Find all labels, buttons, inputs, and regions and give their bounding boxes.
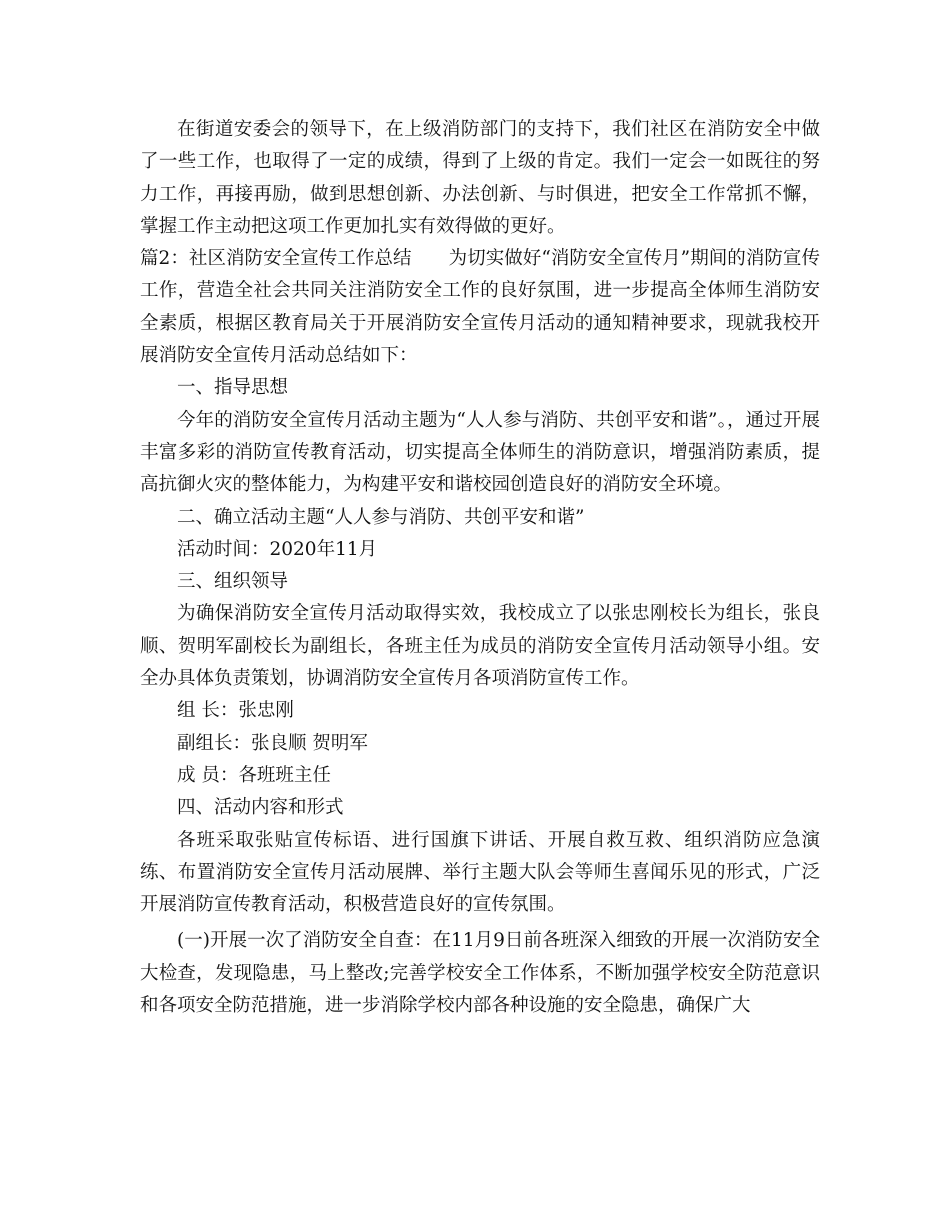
- document-body: [140, 114, 820, 1022]
- group-members: 成 员：各班班主任: [177, 764, 331, 786]
- paragraph-leadership-group: 为确保消防安全宣传月活动取得实效，我校成立了以张忠刚校长为组长，张良顺、贺明军副校长为副组长，各班主任为成员的消防安全宣传月活动领导小组。安全办具体负责策划，协调消防安全宣传月各项消防宣传工作。: [140, 603, 820, 690]
- deputy-group-leader: 副组长：张良顺 贺明军: [177, 732, 368, 754]
- paragraph-self-inspection: (一)开展一次了消防安全自查：在11月9日前各班深入细致的开展一次消防安全大检查，发现隐患，马上整改;完善学校安全工作体系，不断加强学校安全防范意识和各项安全防范措施，进一步消除学校内部各种设施的安全隐患，确保广大: [140, 930, 820, 1017]
- paragraph-theme: 今年的消防安全宣传月活动主题为“人人参与消防、共创平安和谐”。，通过开展丰富多彩的消防宣传教育活动，切实提高全体师生的消防意识，增强消防素质，提高抗御火灾的整体能力，为构建平安和谐校园创造良好的消防安全环境。: [140, 409, 820, 496]
- heading-activity-content: 四、活动内容和形式: [177, 797, 344, 819]
- heading-organization: 三、组织领导: [177, 571, 289, 593]
- paragraph-community-summary: 在街道安委会的领导下，在上级消防部门的支持下，我们社区在消防安全中做了一些工作，也取得了一定的成绩，得到了上级的肯定。我们一定会一如既往的努力工作，再接再励，做到思想创新、办法创新、与时俱进，把安全工作常抓不懈，掌握工作主动把这项工作更加扎实有效得做的更好。: [140, 119, 820, 237]
- paragraph-article-2-intro: 篇2：社区消防安全宣传工作总结 为切实做好“消防安全宣传月”期间的消防宣传工作，营造全社会共同关注消防安全工作的良好氛围，进一步提高全体师生消防安全素质，根据区教育局关于开展消防安全宣传月活动的通知精神要求，现就我校开展消防安全宣传月活动总结如下：: [140, 248, 820, 367]
- heading-guiding-thought: 一、指导思想: [177, 377, 289, 399]
- group-leader: 组 长：张忠刚: [177, 700, 294, 722]
- heading-activity-theme: 二、确立活动主题“人人参与消防、共创平安和谐”: [177, 506, 585, 528]
- paragraph-activity-forms: 各班采取张贴宣传标语、进行国旗下讲话、开展自救互救、组织消防应急演练、布置消防安全宣传月活动展牌、举行主题大队会等师生喜闻乐见的形式，广泛开展消防宣传教育活动，积极营造良好的宣传氛围。: [140, 829, 820, 916]
- activity-time: 活动时间：2020年11月: [177, 538, 378, 560]
